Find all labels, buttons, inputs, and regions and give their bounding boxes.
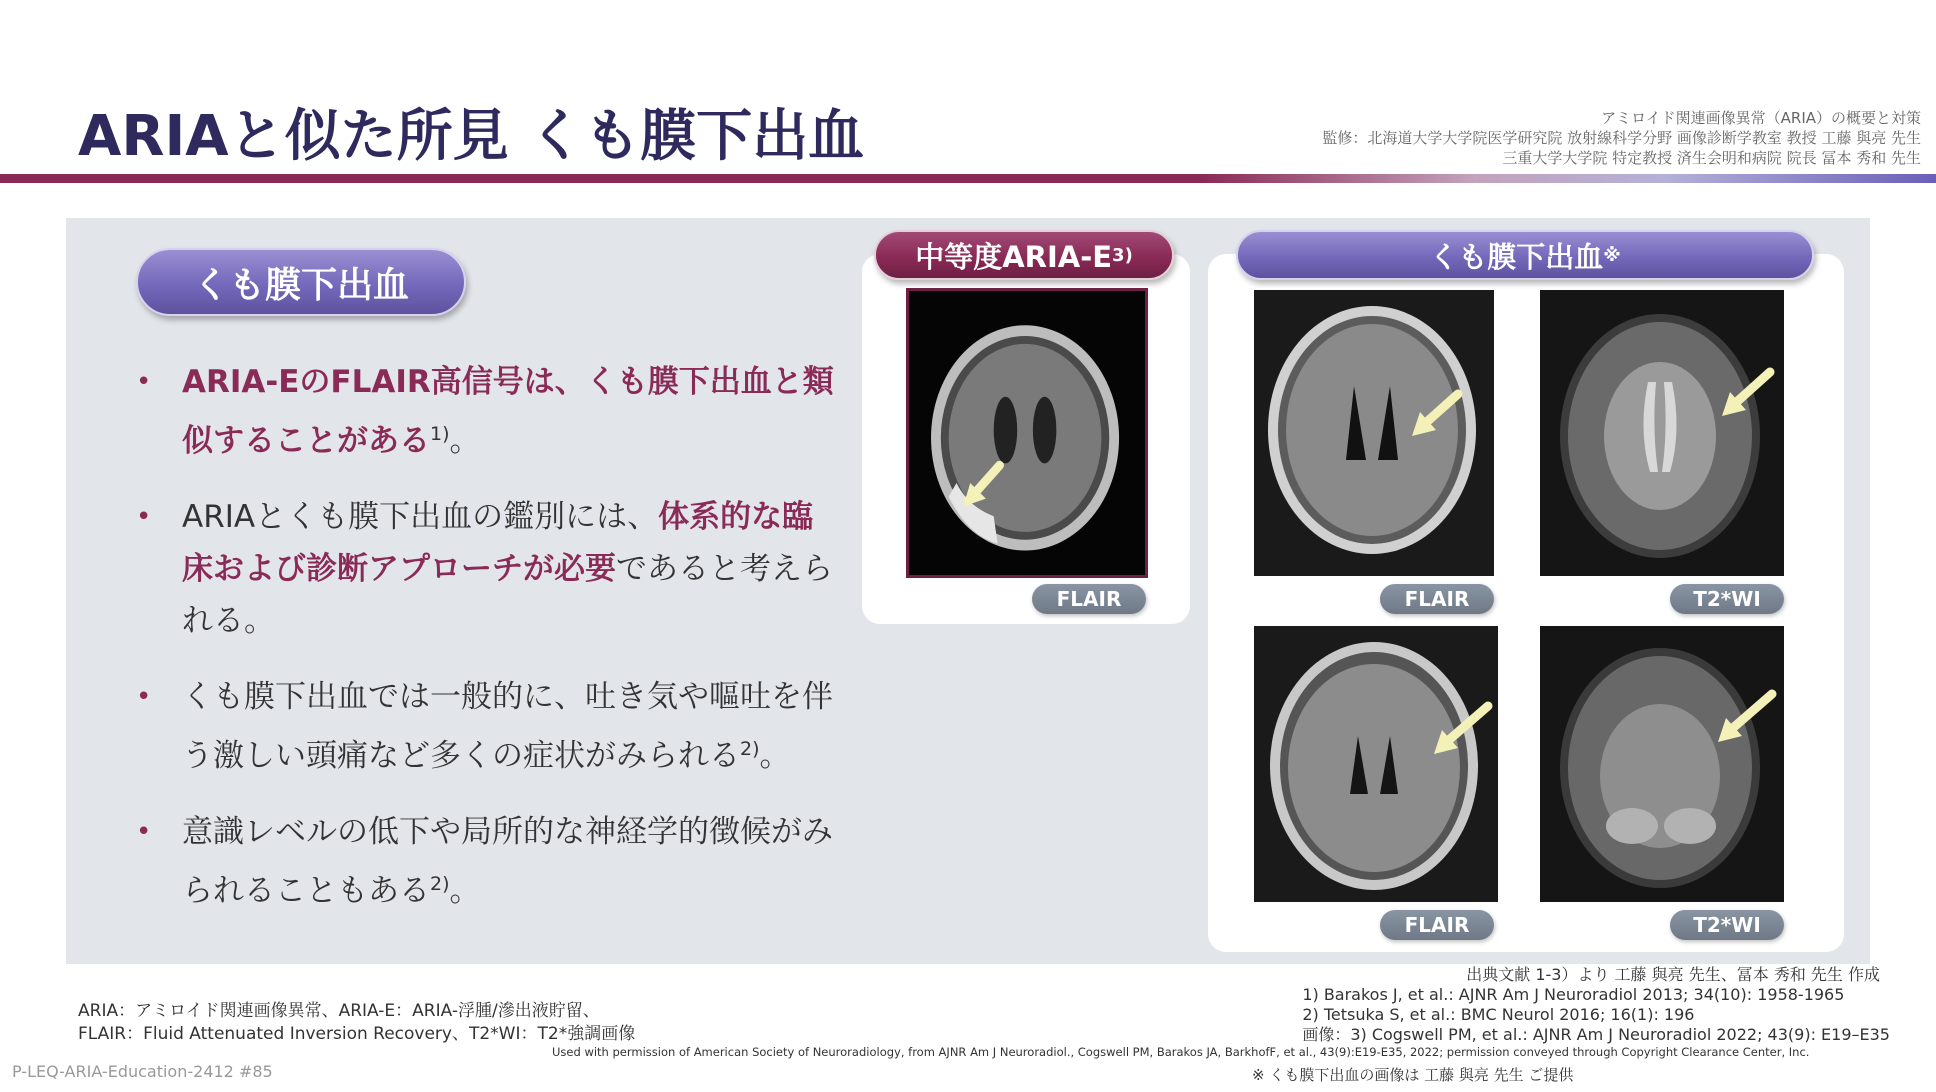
sah-image-label-2: T2*WI [1670, 584, 1784, 614]
page-title: ARIAと似た所見 くも膜下出血 [78, 104, 865, 169]
citation-sup: 3) [1112, 244, 1133, 266]
mri-image-aria-e-flair [906, 288, 1148, 578]
supervisor-line-3: 三重大学大学院 特定教授 済生会明和病院 院長 冨本 秀和 先生 [1502, 149, 1921, 167]
section-heading: くも膜下出血 [136, 248, 466, 316]
mri-image-sah-t2wi-upper [1540, 290, 1784, 576]
reference-mark: ※ [1603, 244, 1621, 266]
image-provided-note: ※ くも膜下出血の画像は 工藤 與亮 先生 ご提供 [1252, 1066, 1574, 1084]
sah-title-text: くも膜下出血 [1429, 239, 1604, 274]
bullet-list [136, 356, 836, 941]
supervisor-line-1: アミロイド関連画像異常（ARIA）の概要と対策 [1601, 109, 1921, 127]
footnote-line-2: FLAIR：Fluid Attenuated Inversion Recovery、T2*WI：T2*強調画像 [78, 1024, 636, 1044]
bullet-4-end: 。 [449, 873, 481, 909]
bullet-3-text: くも膜下出血では一般的に、吐き気や嘔吐を伴う激しい頭痛など多くの症状がみられる [182, 679, 833, 774]
bullet-2-highlight: 体系的な臨床および診断アプローチが必要 [182, 499, 814, 587]
bullet-1-highlight: ARIA-EのFLAIR高信号は、くも膜下出血と類似することがある [182, 364, 834, 459]
references-head: 出典文献 1-3）より 工藤 與亮 先生、冨本 秀和 先生 作成 [1466, 965, 1880, 984]
supervisor-line-2: 監修：北海道大学大学院医学研究院 放射線科学分野 画像診断学教室 教授 工藤 與亮 先生 [1322, 129, 1921, 147]
bullet-item [136, 806, 836, 917]
mri-image-sah-t2wi-lower [1540, 626, 1784, 902]
aria-e-title [874, 230, 1174, 280]
brain-scan-graphic [1540, 626, 1784, 902]
bullet-dot: • [136, 817, 152, 847]
supervisor-credits [1322, 108, 1921, 168]
brain-scan-graphic [1254, 626, 1498, 902]
title-divider [0, 174, 1936, 183]
reference-3: 画像：3) Cogswell PM, et al.: AJNR Am J Neuroradiol 2022; 43(9): E19–E35 [1302, 1025, 1890, 1044]
citation-sup: 2) [430, 873, 450, 895]
brain-scan-graphic [909, 291, 1145, 575]
permission-notice: Used with permission of American Society of Neuroradiology, from AJNR Am J Neuroradiol., Cogswell PM, Barakos JA, BarkhofF, et al., 43(9):E19-E35, 2022; permission conveyed through Copyright Clearance Center, Inc. [552, 1045, 1810, 1059]
sah-image-label-4: T2*WI [1670, 910, 1784, 940]
document-code: P-LEQ-ARIA-Education-2412 #85 [12, 1062, 273, 1081]
bullet-item [136, 671, 836, 782]
aria-e-image-label: FLAIR [1032, 584, 1146, 614]
sah-image-label-3: FLAIR [1380, 910, 1494, 940]
bullet-3-end: 。 [759, 738, 791, 774]
aria-e-title-text: 中等度ARIA-E [915, 239, 1113, 274]
sah-image-label-1: FLAIR [1380, 584, 1494, 614]
bullet-1-end: 。 [449, 423, 481, 459]
sah-title [1236, 230, 1814, 280]
bullet-dot: • [136, 682, 152, 712]
bullet-2-post: であると考えられる。 [182, 551, 833, 639]
mri-image-sah-flair-lower [1254, 626, 1498, 902]
reference-2: 2) Tetsuka S, et al.: BMC Neurol 2016; 16(1): 196 [1302, 1005, 1695, 1024]
reference-1: 1) Barakos J, et al.: AJNR Am J Neuroradiol 2013; 34(10): 1958-1965 [1302, 985, 1845, 1004]
bullet-dot: • [136, 367, 152, 397]
bullet-item [136, 491, 836, 647]
citation-sup: 2) [740, 738, 760, 760]
citation-sup: 1) [430, 423, 450, 445]
brain-scan-graphic [1254, 290, 1494, 576]
bullet-item [136, 356, 836, 467]
mri-image-sah-flair-upper [1254, 290, 1494, 576]
bullet-4-text: 意識レベルの低下や局所的な神経学的徴候がみられることもある [182, 814, 833, 909]
bullet-dot: • [136, 502, 152, 532]
brain-scan-graphic [1540, 290, 1784, 576]
footnote-line-1: ARIA：アミロイド関連画像異常、ARIA-E：ARIA-浮腫/滲出液貯留、 [78, 1001, 600, 1021]
references [1302, 965, 1890, 1045]
bullet-2-pre: ARIAとくも膜下出血の鑑別には、 [182, 499, 659, 535]
abbreviation-footnote [78, 1000, 635, 1046]
